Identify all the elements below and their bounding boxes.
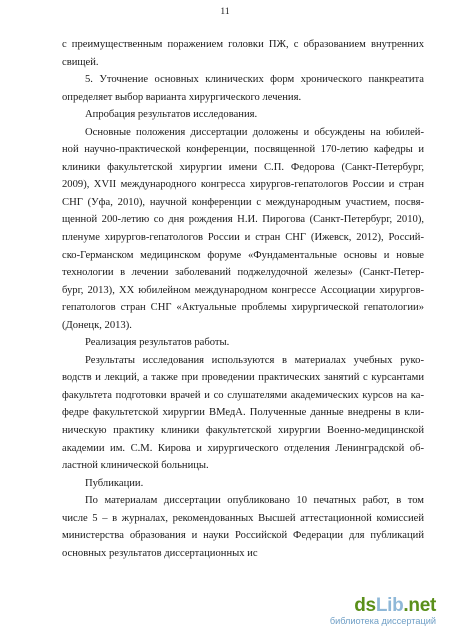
section-heading-approbation: Апробация результатов исследования. — [85, 109, 258, 121]
text-line: щенной 200-летию со дня рождения Н.И. Пирогова (Санкт-Петербург, 2010), — [62, 214, 424, 226]
watermark-lib: Lib — [375, 595, 404, 616]
text-line: академии им. С.М. Кирова и хирургического отделения Ленинградской об- — [62, 442, 424, 454]
text-line: клиники факультетской хирургии имени С.П. Федорова (Санкт-Петербург, — [62, 161, 424, 173]
text-line: гепатологов стран СНГ «Актуальные проблемы хирургической гепатологии» — [62, 302, 424, 314]
text-line: ническую практику клиники факультетской хирургии Военно-медицинской — [62, 425, 424, 437]
text-line: факультета подготовки врачей и со слушателями академических курсов на ка- — [62, 389, 424, 401]
text-line: ластной клинической больницы. — [62, 460, 209, 472]
text-line: водств и лекций, а также при проведении практических занятий с курсантами — [62, 372, 424, 384]
text-line: ной научно-практической конференции, посвященной 170-летию кафедры и — [62, 144, 424, 156]
text-line: с преимущественным поражением головки ПЖ, с образованием внутренних — [62, 39, 424, 50]
text-line: Результаты исследования используются в материалах учебных руко- — [85, 354, 424, 366]
text-line: По материалам диссертации опубликовано 10 печатных работ, в том — [85, 495, 424, 507]
section-heading-implementation: Реализация результатов работы. — [85, 337, 230, 349]
watermark-wordmark — [328, 596, 436, 616]
text-line: (Донецк, 2013). — [62, 319, 132, 331]
text-line: числе 5 – в журналах, рекомендованных Высшей аттестационной комиссией — [62, 512, 424, 524]
text-line: министерства образования и науки Российской Федерации для публикаций — [62, 530, 424, 542]
watermark-ds: ds — [354, 595, 376, 616]
section-heading-publications: Публикации. — [85, 477, 144, 489]
watermark-net: net — [408, 595, 436, 616]
text-line: основных результатов диссертационных ис — [62, 547, 258, 559]
dslib-watermark-logo — [328, 596, 436, 630]
text-line: федре факультетской хирургии ВМедА. Полученные данные внедрены в кли- — [62, 407, 424, 419]
text-line: бург, 2013), ХХ юбилейном международном конгрессе Ассоциации хирургов- — [62, 284, 424, 296]
text-line: СНГ (Уфа, 2010), научной конференции с международным участием, посвя- — [62, 196, 424, 208]
text-line: технологии в лечении заболеваний поджелудочной железы» (Санкт-Петер- — [62, 267, 424, 279]
text-line: 2009), XVII международного конгресса хирургов-гепатологов России и стран — [62, 179, 424, 191]
watermark-dot: . — [403, 595, 409, 616]
document-body — [62, 36, 424, 562]
text-line: свищей. — [62, 56, 99, 68]
text-line: пленуме хирургов-гепатологов России и стран СНГ (Ижевск, 2012), Россий- — [62, 232, 424, 244]
text-line: ско-Германском медицинском форуме «Фундаментальные основы и новые — [62, 249, 424, 261]
text-line: 5. Уточнение основных клинических форм хронического панкреатита — [85, 74, 424, 86]
page-number: 11 — [220, 7, 230, 17]
watermark-subtitle: библиотека диссертаций — [329, 616, 436, 626]
text-line: Основные положения диссертации доложены и обсуждены на юбилей- — [85, 126, 424, 138]
text-line: определяет выбор варианта хирургического лечения. — [62, 91, 302, 103]
